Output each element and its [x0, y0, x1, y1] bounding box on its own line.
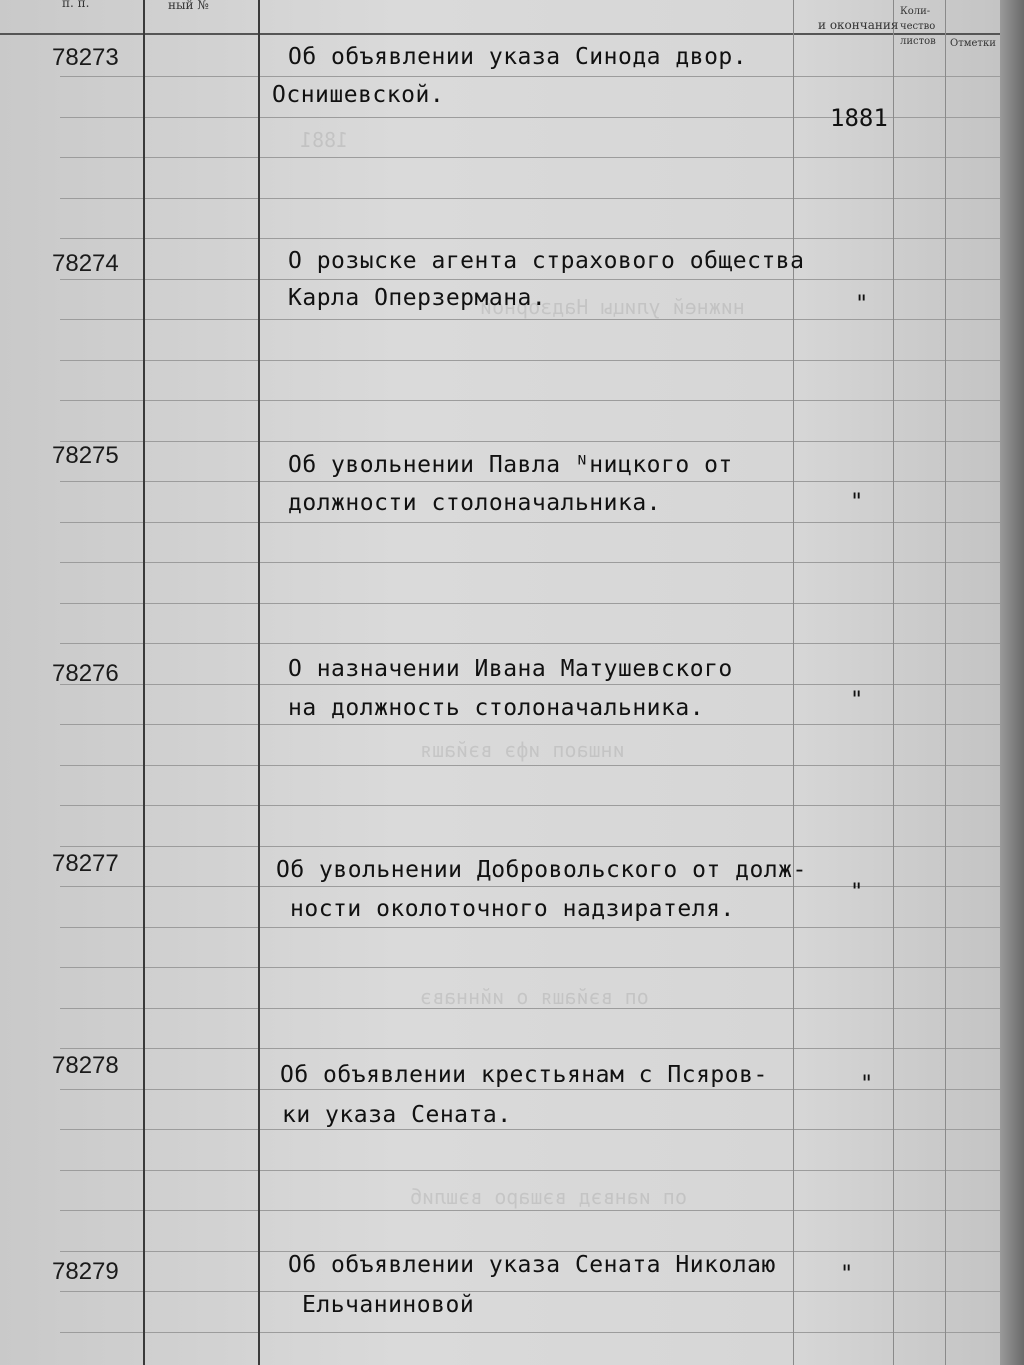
- ruled-line: [60, 765, 1000, 766]
- ditto-mark: ": [850, 688, 864, 713]
- entry-title-line2: ности околоточного надзирателя.: [290, 896, 735, 922]
- column-divider-2: [258, 0, 260, 1365]
- ruled-line: [60, 441, 1000, 442]
- entry-year: 1881: [830, 104, 888, 132]
- ditto-mark: ": [850, 880, 864, 905]
- ruled-line: [60, 319, 1000, 320]
- entry-number: 78279: [52, 1258, 119, 1285]
- entry-title-line2: должности столоначальника.: [288, 490, 662, 516]
- ditto-mark: ": [840, 1262, 854, 1287]
- ruled-line: [60, 846, 1000, 847]
- ruled-line: [60, 1332, 1000, 1333]
- ruled-line: [60, 643, 1000, 644]
- entry-number: 78277: [52, 850, 119, 877]
- ruled-line: [60, 400, 1000, 401]
- entry-title-line2: ки указа Сената.: [282, 1102, 512, 1128]
- ruled-line: [60, 603, 1000, 604]
- ditto-mark: ": [850, 490, 864, 515]
- ruled-line: [60, 927, 1000, 928]
- column-divider-3: [793, 0, 794, 1365]
- entry-number: 78278: [52, 1052, 119, 1079]
- header-end: и окончания: [818, 18, 899, 32]
- column-divider-4: [893, 0, 894, 1365]
- ruled-line: [60, 1210, 1000, 1211]
- entry-number: 78274: [52, 250, 119, 277]
- entry-number: 78276: [52, 660, 119, 687]
- entry-title-line1: О назначении Ивана Матушевского: [288, 656, 733, 682]
- ruled-line: [60, 724, 1000, 725]
- ruled-line: [60, 562, 1000, 563]
- ruled-line: [60, 1291, 1000, 1292]
- ruled-line: [60, 279, 1000, 280]
- entry-title-line2: Ельчаниновой: [302, 1292, 475, 1318]
- entry-number: 78273: [52, 44, 119, 71]
- ruled-line: [60, 1048, 1000, 1049]
- ledger-page: п. п. ный № и окончания Коли- чество листов Отметки 1881 нижней улицы Надзорной иншаоп ифэ вэйашя оп вэйашя о ийннавэ оп ианвэд вэшаро вэшлиб 78273 Об объявлении указа Синода двор. Оснишевской. 1881 78274 О розыске агента страхового общества Карла Оперзермана. " 78275 Об увольнении Павла ᴺницкого от должности столоначальника. " 78276 О назначении Ивана Матушевского на должность столоначальника. " 78277 Об увольнении Добровольского от долж- ности околоточного надзирателя. " 78278 Об объявлении крестьянам с Псяров- ки указа Сената. " 78279 Об объявлении указа Сената Николаю Ельчаниновой ": [0, 0, 1000, 1365]
- entry-title-line1: Об увольнении Павла ᴺницкого от: [288, 452, 733, 478]
- ruled-line: [60, 360, 1000, 361]
- header-archive: ный №: [168, 0, 209, 12]
- ditto-mark: ": [855, 292, 869, 317]
- entry-title-line1: Об увольнении Добровольского от долж-: [276, 857, 807, 883]
- book-gutter: [1000, 0, 1024, 1365]
- column-divider-1: [143, 0, 145, 1365]
- ruled-line: [60, 76, 1000, 77]
- ruled-line: [60, 238, 1000, 239]
- ruled-line: [60, 684, 1000, 685]
- header-sheets: Коли- чество листов: [900, 6, 936, 47]
- header-notes: Отметки: [950, 38, 996, 49]
- ruled-line: [60, 481, 1000, 482]
- ruled-line: [60, 198, 1000, 199]
- entry-title-line1: Об объявлении крестьянам с Псяров-: [280, 1062, 768, 1088]
- entry-title-line2: Оснишевской.: [272, 82, 445, 108]
- entry-title-line1: Об объявлении указа Сената Николаю: [288, 1252, 776, 1278]
- ruled-line: [60, 1170, 1000, 1171]
- header-number: п. п.: [62, 0, 90, 10]
- ditto-mark: ": [860, 1072, 874, 1097]
- ruled-line: [60, 967, 1000, 968]
- column-divider-5: [945, 0, 946, 1365]
- entry-title-line1: Об объявлении указа Синода двор.: [288, 44, 748, 70]
- entry-title-line2: Карла Оперзермана.: [288, 285, 547, 311]
- header-rule: [0, 33, 1000, 35]
- ruled-line: [60, 157, 1000, 158]
- ruled-line: [60, 522, 1000, 523]
- entry-title-line2: на должность столоначальника.: [288, 695, 705, 721]
- entry-number: 78275: [52, 442, 119, 469]
- ruled-line: [60, 1089, 1000, 1090]
- ruled-line: [60, 805, 1000, 806]
- ruled-line: [60, 1129, 1000, 1130]
- entry-title-line1: О розыске агента страхового общества: [288, 248, 805, 274]
